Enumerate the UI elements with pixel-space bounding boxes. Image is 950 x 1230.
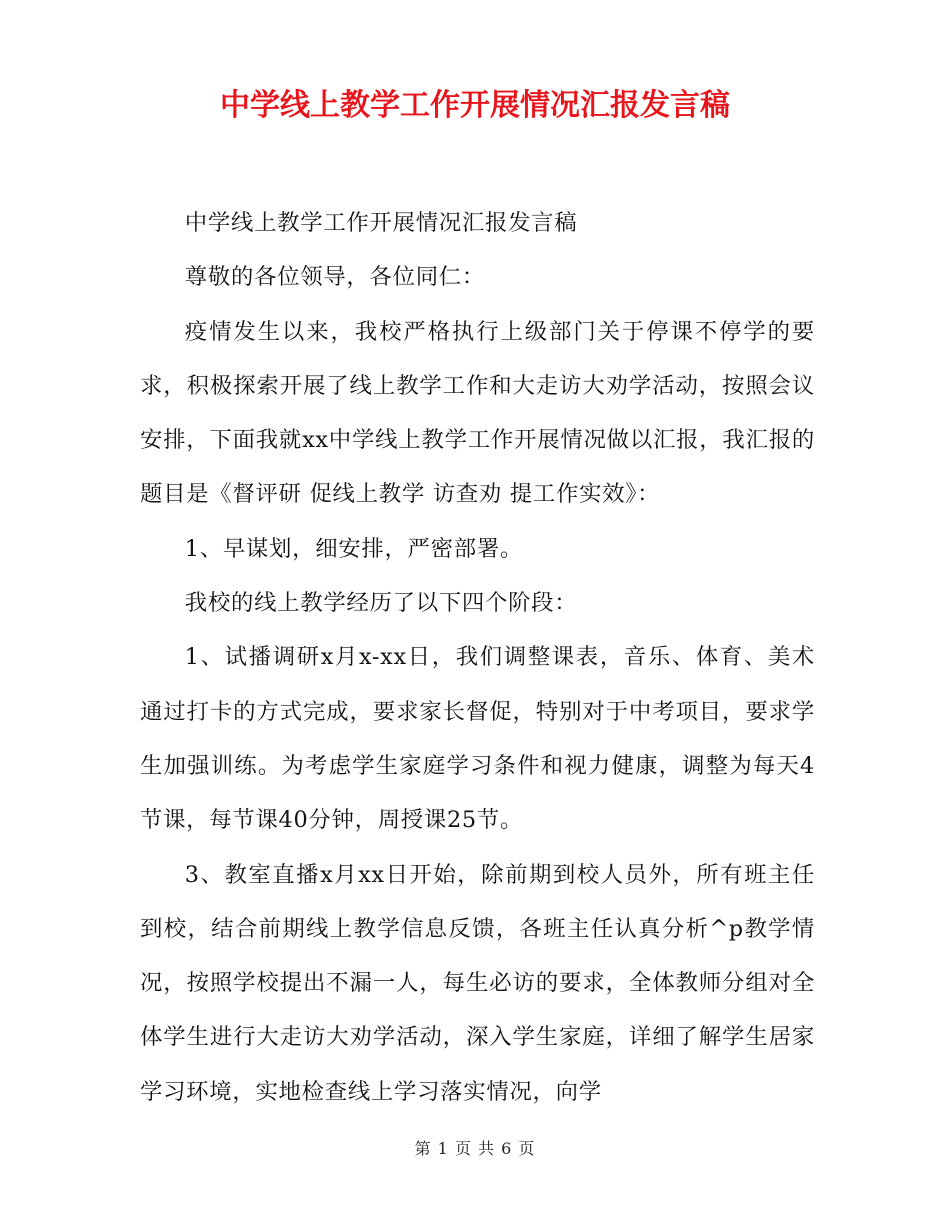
- document-title: 中学线上教学工作开展情况汇报发言稿: [220, 88, 730, 123]
- document-body: [140, 196, 815, 1119]
- page-footer: 第 1 页 共 6 页: [414, 1139, 536, 1158]
- paragraph-subtitle: 中学线上教学工作开展情况汇报发言稿: [184, 210, 578, 236]
- paragraph-salutation: 尊敬的各位领导，各位同仁：: [184, 264, 485, 291]
- paragraph-intro: 疫情发生以来，我校严格执行上级部门关于停课不停学的要求，积极探索开展了线上教学工作和大走访大劝学活动，按照会议安排，下面我就xx中学线上教学工作开展情况做以汇报，我汇报的题目是《督评研 促线上教学 访查劝 提工作实效》：: [140, 318, 815, 508]
- paragraph-heading-1: 1、早谋划，细安排，严密部署。: [184, 535, 524, 562]
- paragraph-stage-3: 3、教室直播x月xx日开始，除前期到校人员外，所有班主任到校，结合前期线上教学信息反馈，各班主任认真分析^p教学情况，按照学校提出不漏一人，每生必访的要求，全体教师分组对全体学生进行大走访大劝学活动，深入学生家庭，详细了解学生居家学习环境，实地检查线上学习落实情况，向学: [140, 861, 815, 1105]
- paragraph-stage-1: 1、试播调研x月x-xx日，我们调整课表，音乐、体育、美术通过打卡的方式完成，要求家长督促，特别对于中考项目，要求学生加强训练。为考虑学生家庭学习条件和视力健康，调整为每天4节课，每节课40分钟，周授课25节。: [140, 644, 815, 834]
- paragraph-stages-intro: 我校的线上教学经历了以下四个阶段：: [184, 590, 578, 617]
